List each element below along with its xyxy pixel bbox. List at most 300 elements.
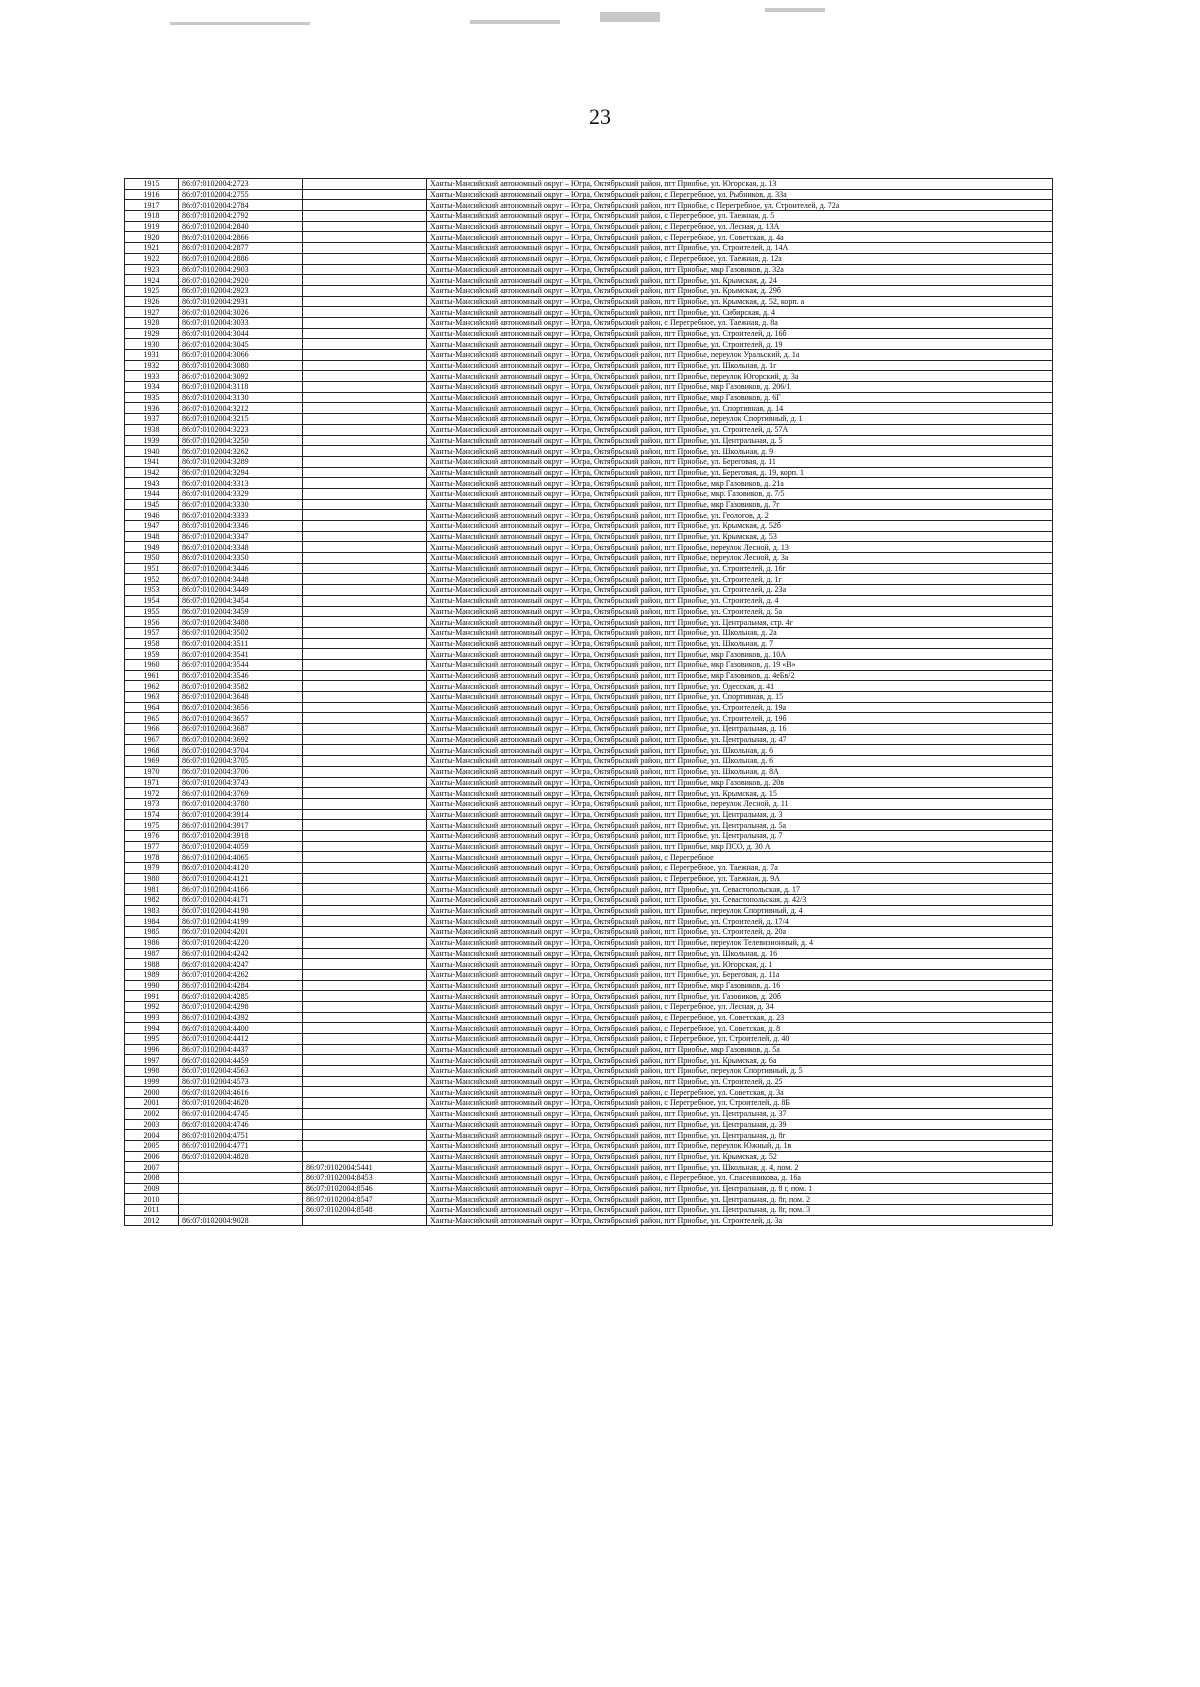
table-row <box>125 1023 1053 1034</box>
row-number-cell: 1935 <box>125 392 179 403</box>
row-number-cell: 1953 <box>125 585 179 596</box>
table-row <box>125 424 1053 435</box>
row-number-cell: 1982 <box>125 895 179 906</box>
cadastral-number-cell: 86:07:0102004:3092 <box>179 371 303 382</box>
cadastral-number-cell: 86:07:0102004:3648 <box>179 692 303 703</box>
row-number-cell: 1938 <box>125 424 179 435</box>
new-cadastral-number-cell <box>303 852 427 863</box>
cadastral-number-cell: 86:07:0102004:2920 <box>179 275 303 286</box>
row-number-cell: 1996 <box>125 1044 179 1055</box>
new-cadastral-number-cell <box>303 734 427 745</box>
table-row <box>125 1098 1053 1109</box>
row-number-cell: 1954 <box>125 595 179 606</box>
cadastral-number-cell: 86:07:0102004:4120 <box>179 863 303 874</box>
address-cell: Ханты-Мансийский автономный округ – Югра, Октябрьский район, пгт Приобье, переулок Спортивный, д. 5 <box>427 1066 1053 1077</box>
address-cell: Ханты-Мансийский автономный округ – Югра, Октябрьский район, пгт Приобье, переулок Спортивный, д. 4 <box>427 905 1053 916</box>
address-cell: Ханты-Мансийский автономный округ – Югра, Октябрьский район, с Перегребное, ул. Лесная, д. 13А <box>427 221 1053 232</box>
cadastral-number-cell: 86:07:0102004:4616 <box>179 1087 303 1098</box>
cadastral-number-cell: 86:07:0102004:3546 <box>179 670 303 681</box>
table-row <box>125 980 1053 991</box>
address-cell: Ханты-Мансийский автономный округ – Югра, Октябрьский район, пгт Приобье, ул. Спортивная, д. 14 <box>427 403 1053 414</box>
row-number-cell: 2011 <box>125 1205 179 1216</box>
new-cadastral-number-cell <box>303 1098 427 1109</box>
address-cell: Ханты-Мансийский автономный округ – Югра, Октябрьский район, пгт Приобье, ул. Крымская, д. 52 <box>427 1151 1053 1162</box>
new-cadastral-number-cell <box>303 1108 427 1119</box>
row-number-cell: 1929 <box>125 328 179 339</box>
row-number-cell: 2008 <box>125 1172 179 1183</box>
cadastral-number-cell: 86:07:0102004:2923 <box>179 285 303 296</box>
new-cadastral-number-cell <box>303 553 427 564</box>
address-cell: Ханты-Мансийский автономный округ – Югра, Октябрьский район, пгт Приобье, переулок Спортивный, д. 1 <box>427 414 1053 425</box>
cadastral-number-cell: 86:07:0102004:2840 <box>179 221 303 232</box>
new-cadastral-number-cell <box>303 745 427 756</box>
address-cell: Ханты-Мансийский автономный округ – Югра, Октябрьский район, пгт Приобье, ул. Строителей, д. 3а <box>427 1215 1053 1226</box>
cadastral-number-cell: 86:07:0102004:4828 <box>179 1151 303 1162</box>
table-row <box>125 328 1053 339</box>
new-cadastral-number-cell <box>303 531 427 542</box>
address-cell: Ханты-Мансийский автономный округ – Югра, Октябрьский район, пгт Приобье, ул. Строителей, д. 23а <box>427 585 1053 596</box>
table-row <box>125 1194 1053 1205</box>
address-cell: Ханты-Мансийский автономный округ – Югра, Октябрьский район, пгт Приобье, ул. Крымская, д. 15 <box>427 788 1053 799</box>
new-cadastral-number-cell <box>303 179 427 190</box>
cadastral-number-cell: 86:07:0102004:4392 <box>179 1012 303 1023</box>
row-number-cell: 1964 <box>125 702 179 713</box>
cadastral-number-cell: 86:07:0102004:3329 <box>179 488 303 499</box>
new-cadastral-number-cell <box>303 756 427 767</box>
row-number-cell: 1939 <box>125 435 179 446</box>
cadastral-number-cell: 86:07:0102004:4065 <box>179 852 303 863</box>
cadastral-number-cell: 86:07:0102004:4746 <box>179 1119 303 1130</box>
row-number-cell: 1988 <box>125 959 179 970</box>
row-number-cell: 1941 <box>125 456 179 467</box>
cadastral-number-cell: 86:07:0102004:3582 <box>179 681 303 692</box>
table-row <box>125 1151 1053 1162</box>
cadastral-number-cell: 86:07:0102004:4247 <box>179 959 303 970</box>
cadastral-number-cell: 86:07:0102004:2886 <box>179 253 303 264</box>
cadastral-number-cell <box>179 1205 303 1216</box>
address-cell: Ханты-Мансийский автономный округ – Югра, Октябрьский район, пгт Приобье, ул. Газовиков, д. 20б <box>427 991 1053 1002</box>
table-row <box>125 435 1053 446</box>
new-cadastral-number-cell <box>303 617 427 628</box>
cadastral-number-cell: 86:07:0102004:4166 <box>179 884 303 895</box>
table-row <box>125 991 1053 1002</box>
cadastral-number-cell <box>179 1162 303 1173</box>
new-cadastral-number-cell <box>303 574 427 585</box>
cadastral-number-cell: 86:07:0102004:3350 <box>179 553 303 564</box>
address-cell: Ханты-Мансийский автономный округ – Югра, Октябрьский район, пгт Приобье, ул. Строителей, д. 19а <box>427 702 1053 713</box>
cadastral-number-cell: 86:07:0102004:3262 <box>179 446 303 457</box>
new-cadastral-number-cell <box>303 777 427 788</box>
cadastral-number-cell: 86:07:0102004:3044 <box>179 328 303 339</box>
new-cadastral-number-cell <box>303 285 427 296</box>
new-cadastral-number-cell <box>303 1215 427 1226</box>
new-cadastral-number-cell <box>303 435 427 446</box>
row-number-cell: 1919 <box>125 221 179 232</box>
address-cell: Ханты-Мансийский автономный округ – Югра, Октябрьский район, пгт Приобье, ул. Школьная, д. 1г <box>427 360 1053 371</box>
address-cell: Ханты-Мансийский автономный округ – Югра, Октябрьский район, пгт Приобье, ул. Строителей, д. 20а <box>427 927 1053 938</box>
table-row <box>125 948 1053 959</box>
table-row <box>125 617 1053 628</box>
address-cell: Ханты-Мансийский автономный округ – Югра, Октябрьский район, пгт Приобье, ул. Центральная, д. 7 <box>427 830 1053 841</box>
address-cell: Ханты-Мансийский автономный округ – Югра, Октябрьский район, пгт Приобье, ул. Одесская, д. 41 <box>427 681 1053 692</box>
new-cadastral-number-cell: 86:07:0102004:8547 <box>303 1194 427 1205</box>
new-cadastral-number-cell <box>303 937 427 948</box>
table-row <box>125 1055 1053 1066</box>
row-number-cell: 1927 <box>125 307 179 318</box>
table-row <box>125 1162 1053 1173</box>
new-cadastral-number-cell <box>303 766 427 777</box>
address-cell: Ханты-Мансийский автономный округ – Югра, Октябрьский район, пгт Приобье, ул. Береговая, д. 11а <box>427 969 1053 980</box>
address-cell: Ханты-Мансийский автономный округ – Югра, Октябрьский район, пгт Приобье, ул. Центральная, д. 16 <box>427 724 1053 735</box>
address-cell: Ханты-Мансийский автономный округ – Югра, Октябрьский район, с Перегребное, ул. Строителей, д. 40 <box>427 1034 1053 1045</box>
row-number-cell: 2000 <box>125 1087 179 1098</box>
row-number-cell: 1956 <box>125 617 179 628</box>
new-cadastral-number-cell: 86:07:0102004:8548 <box>303 1205 427 1216</box>
table-row <box>125 681 1053 692</box>
address-cell: Ханты-Мансийский автономный округ – Югра, Октябрьский район, пгт Приобье, переулок Югорский, д. 3а <box>427 371 1053 382</box>
cadastral-number-cell <box>179 1183 303 1194</box>
address-cell: Ханты-Мансийский автономный округ – Югра, Октябрьский район, пгт Приобье, ул. Школьная, д. 6 <box>427 745 1053 756</box>
cadastral-number-cell: 86:07:0102004:2723 <box>179 179 303 190</box>
row-number-cell: 1920 <box>125 232 179 243</box>
table-row <box>125 211 1053 222</box>
cadastral-number-cell: 86:07:0102004:4563 <box>179 1066 303 1077</box>
new-cadastral-number-cell <box>303 467 427 478</box>
new-cadastral-number-cell <box>303 243 427 254</box>
address-cell: Ханты-Мансийский автономный округ – Югра, Октябрьский район, пгт Приобье, ул. Строителей, д. 16г <box>427 563 1053 574</box>
table-row <box>125 563 1053 574</box>
address-cell: Ханты-Мансийский автономный округ – Югра, Октябрьский район, пгт Приобье, с Перегребное, ул. Строителей, д. 72а <box>427 200 1053 211</box>
row-number-cell: 2012 <box>125 1215 179 1226</box>
address-cell: Ханты-Мансийский автономный округ – Югра, Октябрьский район, пгт Приобье, переулок Лесной, д. 13 <box>427 542 1053 553</box>
cadastral-number-cell: 86:07:0102004:3706 <box>179 766 303 777</box>
address-cell: Ханты-Мансийский автономный округ – Югра, Октябрьский район, с Перегребное, ул. Советская, д. 23 <box>427 1012 1053 1023</box>
cadastral-number-cell: 86:07:0102004:3347 <box>179 531 303 542</box>
new-cadastral-number-cell <box>303 659 427 670</box>
table-row <box>125 724 1053 735</box>
row-number-cell: 1940 <box>125 446 179 457</box>
row-number-cell: 1997 <box>125 1055 179 1066</box>
row-number-cell: 1936 <box>125 403 179 414</box>
row-number-cell: 1977 <box>125 841 179 852</box>
row-number-cell: 1995 <box>125 1034 179 1045</box>
row-number-cell: 1945 <box>125 499 179 510</box>
new-cadastral-number-cell <box>303 895 427 906</box>
row-number-cell: 1993 <box>125 1012 179 1023</box>
table-row <box>125 531 1053 542</box>
address-cell: Ханты-Мансийский автономный округ – Югра, Октябрьский район, пгт Приобье, ул. Центральная, д. 8г, пом. 3 <box>427 1205 1053 1216</box>
table-row <box>125 243 1053 254</box>
new-cadastral-number-cell <box>303 563 427 574</box>
address-cell: Ханты-Мансийский автономный округ – Югра, Октябрьский район, пгт Приобье, ул. Береговая, д. 19, корп. 1 <box>427 467 1053 478</box>
address-cell: Ханты-Мансийский автономный округ – Югра, Октябрьский район, пгт Приобье, переулок Телевизионный, д. 4 <box>427 937 1053 948</box>
table-row <box>125 339 1053 350</box>
new-cadastral-number-cell <box>303 1066 427 1077</box>
new-cadastral-number-cell <box>303 692 427 703</box>
table-row <box>125 1001 1053 1012</box>
row-number-cell: 1918 <box>125 211 179 222</box>
table-row <box>125 627 1053 638</box>
new-cadastral-number-cell: 86:07:0102004:5441 <box>303 1162 427 1173</box>
cadastral-number-cell: 86:07:0102004:3459 <box>179 606 303 617</box>
address-cell: Ханты-Мансийский автономный округ – Югра, Октябрьский район, с Перегребное, ул. Таежная, д. 7а <box>427 863 1053 874</box>
row-number-cell: 1970 <box>125 766 179 777</box>
new-cadastral-number-cell <box>303 969 427 980</box>
address-cell: Ханты-Мансийский автономный округ – Югра, Октябрьский район, пгт Приобье, ул. Крымская, д. 6а <box>427 1055 1053 1066</box>
table-row <box>125 852 1053 863</box>
cadastral-number-cell: 86:07:0102004:2903 <box>179 264 303 275</box>
cadastral-number-cell: 86:07:0102004:3212 <box>179 403 303 414</box>
new-cadastral-number-cell <box>303 916 427 927</box>
address-cell: Ханты-Мансийский автономный округ – Югра, Октябрьский район, с Перегребное <box>427 852 1053 863</box>
table-row <box>125 232 1053 243</box>
new-cadastral-number-cell <box>303 905 427 916</box>
address-cell: Ханты-Мансийский автономный округ – Югра, Октябрьский район, пгт Приобье, ул. Школьная, д. 7 <box>427 638 1053 649</box>
new-cadastral-number-cell <box>303 510 427 521</box>
address-cell: Ханты-Мансийский автономный округ – Югра, Октябрьский район, пгт Приобье, мкр Газовиков, д. 10А <box>427 649 1053 660</box>
row-number-cell: 1924 <box>125 275 179 286</box>
table-row <box>125 1108 1053 1119</box>
table-row <box>125 841 1053 852</box>
address-cell: Ханты-Мансийский автономный округ – Югра, Октябрьский район, пгт Приобье, ул. Центральная, д. 8г, пом. 2 <box>427 1194 1053 1205</box>
new-cadastral-number-cell <box>303 724 427 735</box>
new-cadastral-number-cell <box>303 456 427 467</box>
address-cell: Ханты-Мансийский автономный округ – Югра, Октябрьский район, пгт Приобье, ул. Строителей, д. 19б <box>427 713 1053 724</box>
table-row <box>125 414 1053 425</box>
address-cell: Ханты-Мансийский автономный округ – Югра, Октябрьский район, пгт Приобье, ул. Крымская, д. 52, корп. а <box>427 296 1053 307</box>
table-row <box>125 510 1053 521</box>
new-cadastral-number-cell <box>303 339 427 350</box>
table-row <box>125 606 1053 617</box>
row-number-cell: 1923 <box>125 264 179 275</box>
address-cell: Ханты-Мансийский автономный округ – Югра, Октябрьский район, с Перегребное, ул. Таежная, д. 9А <box>427 873 1053 884</box>
address-cell: Ханты-Мансийский автономный округ – Югра, Октябрьский район, пгт Приобье, ул. Школьная, д. 9 <box>427 446 1053 457</box>
cadastral-number-cell: 86:07:0102004:3449 <box>179 585 303 596</box>
address-cell: Ханты-Мансийский автономный округ – Югра, Октябрьский район, пгт Приобье, мкр ПСО, д. 30 А <box>427 841 1053 852</box>
address-cell: Ханты-Мансийский автономный округ – Югра, Октябрьский район, пгт Приобье, мкр Газовиков, д. 7г <box>427 499 1053 510</box>
new-cadastral-number-cell <box>303 670 427 681</box>
new-cadastral-number-cell <box>303 392 427 403</box>
table-row <box>125 638 1053 649</box>
address-cell: Ханты-Мансийский автономный округ – Югра, Октябрьский район, пгт Приобье, ул. Крымская, д. 24 <box>427 275 1053 286</box>
address-cell: Ханты-Мансийский автономный округ – Югра, Октябрьский район, пгт Приобье, ул. Севастопольская, д. 17 <box>427 884 1053 895</box>
row-number-cell: 1973 <box>125 798 179 809</box>
scan-artifact <box>170 22 310 25</box>
address-cell: Ханты-Мансийский автономный округ – Югра, Октябрьский район, пгт Приобье, переулок Уральский, д. 1а <box>427 350 1053 361</box>
row-number-cell: 1933 <box>125 371 179 382</box>
row-number-cell: 1961 <box>125 670 179 681</box>
new-cadastral-number-cell <box>303 820 427 831</box>
table-row <box>125 382 1053 393</box>
new-cadastral-number-cell <box>303 713 427 724</box>
address-cell: Ханты-Мансийский автономный округ – Югра, Октябрьский район, пгт Приобье, мкр Газовиков, д. 32а <box>427 264 1053 275</box>
row-number-cell: 1937 <box>125 414 179 425</box>
row-number-cell: 1932 <box>125 360 179 371</box>
new-cadastral-number-cell <box>303 1034 427 1045</box>
registry-table <box>124 178 1053 1226</box>
address-cell: Ханты-Мансийский автономный округ – Югра, Октябрьский район, с Перегребное, ул. Рыбников, д. 33а <box>427 189 1053 200</box>
new-cadastral-number-cell <box>303 200 427 211</box>
cadastral-number-cell: 86:07:0102004:3080 <box>179 360 303 371</box>
cadastral-number-cell: 86:07:0102004:3769 <box>179 788 303 799</box>
address-cell: Ханты-Мансийский автономный округ – Югра, Октябрьский район, пгт Приобье, ул. Севастопольская, д. 42/3 <box>427 895 1053 906</box>
cadastral-number-cell: 86:07:0102004:3743 <box>179 777 303 788</box>
row-number-cell: 1978 <box>125 852 179 863</box>
row-number-cell: 1999 <box>125 1076 179 1087</box>
row-number-cell: 2006 <box>125 1151 179 1162</box>
new-cadastral-number-cell <box>303 1140 427 1151</box>
address-cell: Ханты-Мансийский автономный округ – Югра, Октябрьский район, пгт Приобье, ул. Югорская, д. 1 <box>427 959 1053 970</box>
address-cell: Ханты-Мансийский автономный округ – Югра, Октябрьский район, с Перегребное, ул. Таежная, д. 5 <box>427 211 1053 222</box>
table-row <box>125 360 1053 371</box>
row-number-cell: 1990 <box>125 980 179 991</box>
row-number-cell: 1915 <box>125 179 179 190</box>
row-number-cell: 1934 <box>125 382 179 393</box>
table-row <box>125 574 1053 585</box>
cadastral-number-cell: 86:07:0102004:3045 <box>179 339 303 350</box>
address-cell: Ханты-Мансийский автономный округ – Югра, Октябрьский район, пгт Приобье, ул. Центральная, д. 8 г, пом. 1 <box>427 1183 1053 1194</box>
table-row <box>125 766 1053 777</box>
row-number-cell: 1962 <box>125 681 179 692</box>
cadastral-number-cell: 86:07:0102004:3215 <box>179 414 303 425</box>
table-row <box>125 1076 1053 1087</box>
new-cadastral-number-cell <box>303 681 427 692</box>
table-row <box>125 296 1053 307</box>
new-cadastral-number-cell <box>303 798 427 809</box>
new-cadastral-number-cell <box>303 649 427 660</box>
row-number-cell: 1916 <box>125 189 179 200</box>
address-cell: Ханты-Мансийский автономный округ – Югра, Октябрьский район, с Перегребное, ул. Спасенникова, д. 16а <box>427 1172 1053 1183</box>
new-cadastral-number-cell <box>303 424 427 435</box>
new-cadastral-number-cell <box>303 1001 427 1012</box>
row-number-cell: 1960 <box>125 659 179 670</box>
new-cadastral-number-cell <box>303 488 427 499</box>
table-row <box>125 488 1053 499</box>
address-cell: Ханты-Мансийский автономный округ – Югра, Октябрьский район, пгт Приобье, ул. Центральная, д. 47 <box>427 734 1053 745</box>
row-number-cell: 1989 <box>125 969 179 980</box>
address-cell: Ханты-Мансийский автономный округ – Югра, Октябрьский район, пгт Приобье, ул. Строителей, д. 14А <box>427 243 1053 254</box>
table-row <box>125 916 1053 927</box>
table-row <box>125 275 1053 286</box>
address-cell: Ханты-Мансийский автономный округ – Югра, Октябрьский район, с Перегребное, ул. Советская, д. 3а <box>427 1087 1053 1098</box>
cadastral-number-cell: 86:07:0102004:4284 <box>179 980 303 991</box>
cadastral-number-cell: 86:07:0102004:4262 <box>179 969 303 980</box>
cadastral-number-cell: 86:07:0102004:4573 <box>179 1076 303 1087</box>
cadastral-number-cell: 86:07:0102004:4459 <box>179 1055 303 1066</box>
address-cell: Ханты-Мансийский автономный округ – Югра, Октябрьский район, пгт Приобье, мкр Газовиков, д. 16 <box>427 980 1053 991</box>
row-number-cell: 1942 <box>125 467 179 478</box>
table-row <box>125 702 1053 713</box>
table-row <box>125 863 1053 874</box>
row-number-cell: 2010 <box>125 1194 179 1205</box>
table-row <box>125 692 1053 703</box>
row-number-cell: 1987 <box>125 948 179 959</box>
cadastral-number-cell: 86:07:0102004:9028 <box>179 1215 303 1226</box>
address-cell: Ханты-Мансийский автономный округ – Югра, Октябрьский район, пгт Приобье, ул. Школьная, д. 6 <box>427 756 1053 767</box>
cadastral-number-cell: 86:07:0102004:2755 <box>179 189 303 200</box>
table-row <box>125 371 1053 382</box>
table-row <box>125 777 1053 788</box>
new-cadastral-number-cell <box>303 927 427 938</box>
row-number-cell: 1972 <box>125 788 179 799</box>
new-cadastral-number-cell <box>303 595 427 606</box>
row-number-cell: 1991 <box>125 991 179 1002</box>
address-cell: Ханты-Мансийский автономный округ – Югра, Октябрьский район, с Перегребное, ул. Таежная, д. 12а <box>427 253 1053 264</box>
new-cadastral-number-cell: 86:07:0102004:8546 <box>303 1183 427 1194</box>
table-row <box>125 905 1053 916</box>
cadastral-number-cell: 86:07:0102004:3511 <box>179 638 303 649</box>
new-cadastral-number-cell <box>303 221 427 232</box>
cadastral-number-cell: 86:07:0102004:3289 <box>179 456 303 467</box>
table-row <box>125 670 1053 681</box>
cadastral-number-cell: 86:07:0102004:4285 <box>179 991 303 1002</box>
cadastral-number-cell: 86:07:0102004:4437 <box>179 1044 303 1055</box>
cadastral-number-cell: 86:07:0102004:4751 <box>179 1130 303 1141</box>
new-cadastral-number-cell <box>303 317 427 328</box>
new-cadastral-number-cell <box>303 638 427 649</box>
address-cell: Ханты-Мансийский автономный округ – Югра, Октябрьский район, пгт Приобье, ул. Центральная, д. 39 <box>427 1119 1053 1130</box>
address-cell: Ханты-Мансийский автономный округ – Югра, Октябрьский район, пгт Приобье, мкр Газовиков, д. 5а <box>427 1044 1053 1055</box>
cadastral-number-cell: 86:07:0102004:3330 <box>179 499 303 510</box>
address-cell: Ханты-Мансийский автономный округ – Югра, Октябрьский район, пгт Приобье, ул. Югорская, д. 13 <box>427 179 1053 190</box>
new-cadastral-number-cell <box>303 371 427 382</box>
cadastral-number-cell: 86:07:0102004:4412 <box>179 1034 303 1045</box>
cadastral-number-cell: 86:07:0102004:3704 <box>179 745 303 756</box>
row-number-cell: 1946 <box>125 510 179 521</box>
table-row <box>125 179 1053 190</box>
row-number-cell: 1983 <box>125 905 179 916</box>
table-row <box>125 927 1053 938</box>
row-number-cell: 1959 <box>125 649 179 660</box>
table-row <box>125 1130 1053 1141</box>
cadastral-number-cell: 86:07:0102004:3346 <box>179 521 303 532</box>
address-cell: Ханты-Мансийский автономный округ – Югра, Октябрьский район, пгт Приобье, ул. Береговая, д. 11 <box>427 456 1053 467</box>
cadastral-number-cell: 86:07:0102004:3130 <box>179 392 303 403</box>
address-cell: Ханты-Мансийский автономный округ – Югра, Октябрьский район, пгт Приобье, мкр Газовиков, д. 206/1 <box>427 382 1053 393</box>
row-number-cell: 1952 <box>125 574 179 585</box>
row-number-cell: 1930 <box>125 339 179 350</box>
address-cell: Ханты-Мансийский автономный округ – Югра, Октябрьский район, пгт Приобье, ул. Строителей, д. 17/4 <box>427 916 1053 927</box>
cadastral-number-cell: 86:07:0102004:3033 <box>179 317 303 328</box>
table-row <box>125 756 1053 767</box>
row-number-cell: 1963 <box>125 692 179 703</box>
cadastral-number-cell: 86:07:0102004:3348 <box>179 542 303 553</box>
row-number-cell: 1921 <box>125 243 179 254</box>
address-cell: Ханты-Мансийский автономный округ – Югра, Октябрьский район, с Перегребное, ул. Советская, д. 8 <box>427 1023 1053 1034</box>
row-number-cell: 1948 <box>125 531 179 542</box>
cadastral-number-cell: 86:07:0102004:4745 <box>179 1108 303 1119</box>
row-number-cell: 1976 <box>125 830 179 841</box>
row-number-cell: 1966 <box>125 724 179 735</box>
new-cadastral-number-cell <box>303 788 427 799</box>
table-row <box>125 499 1053 510</box>
cadastral-number-cell <box>179 1194 303 1205</box>
cadastral-number-cell: 86:07:0102004:4201 <box>179 927 303 938</box>
row-number-cell: 1992 <box>125 1001 179 1012</box>
new-cadastral-number-cell <box>303 1023 427 1034</box>
table-row <box>125 895 1053 906</box>
table-row <box>125 521 1053 532</box>
table-row <box>125 649 1053 660</box>
cadastral-number-cell: 86:07:0102004:3917 <box>179 820 303 831</box>
row-number-cell: 1951 <box>125 563 179 574</box>
row-number-cell: 1943 <box>125 478 179 489</box>
address-cell: Ханты-Мансийский автономный округ – Югра, Октябрьский район, пгт Приобье, ул. Строителей, д. 57А <box>427 424 1053 435</box>
table-row <box>125 350 1053 361</box>
new-cadastral-number-cell <box>303 948 427 959</box>
row-number-cell: 1965 <box>125 713 179 724</box>
address-cell: Ханты-Мансийский автономный округ – Югра, Октябрьский район, пгт Приобье, мкр Газовиков, д. 4еБв/2 <box>427 670 1053 681</box>
